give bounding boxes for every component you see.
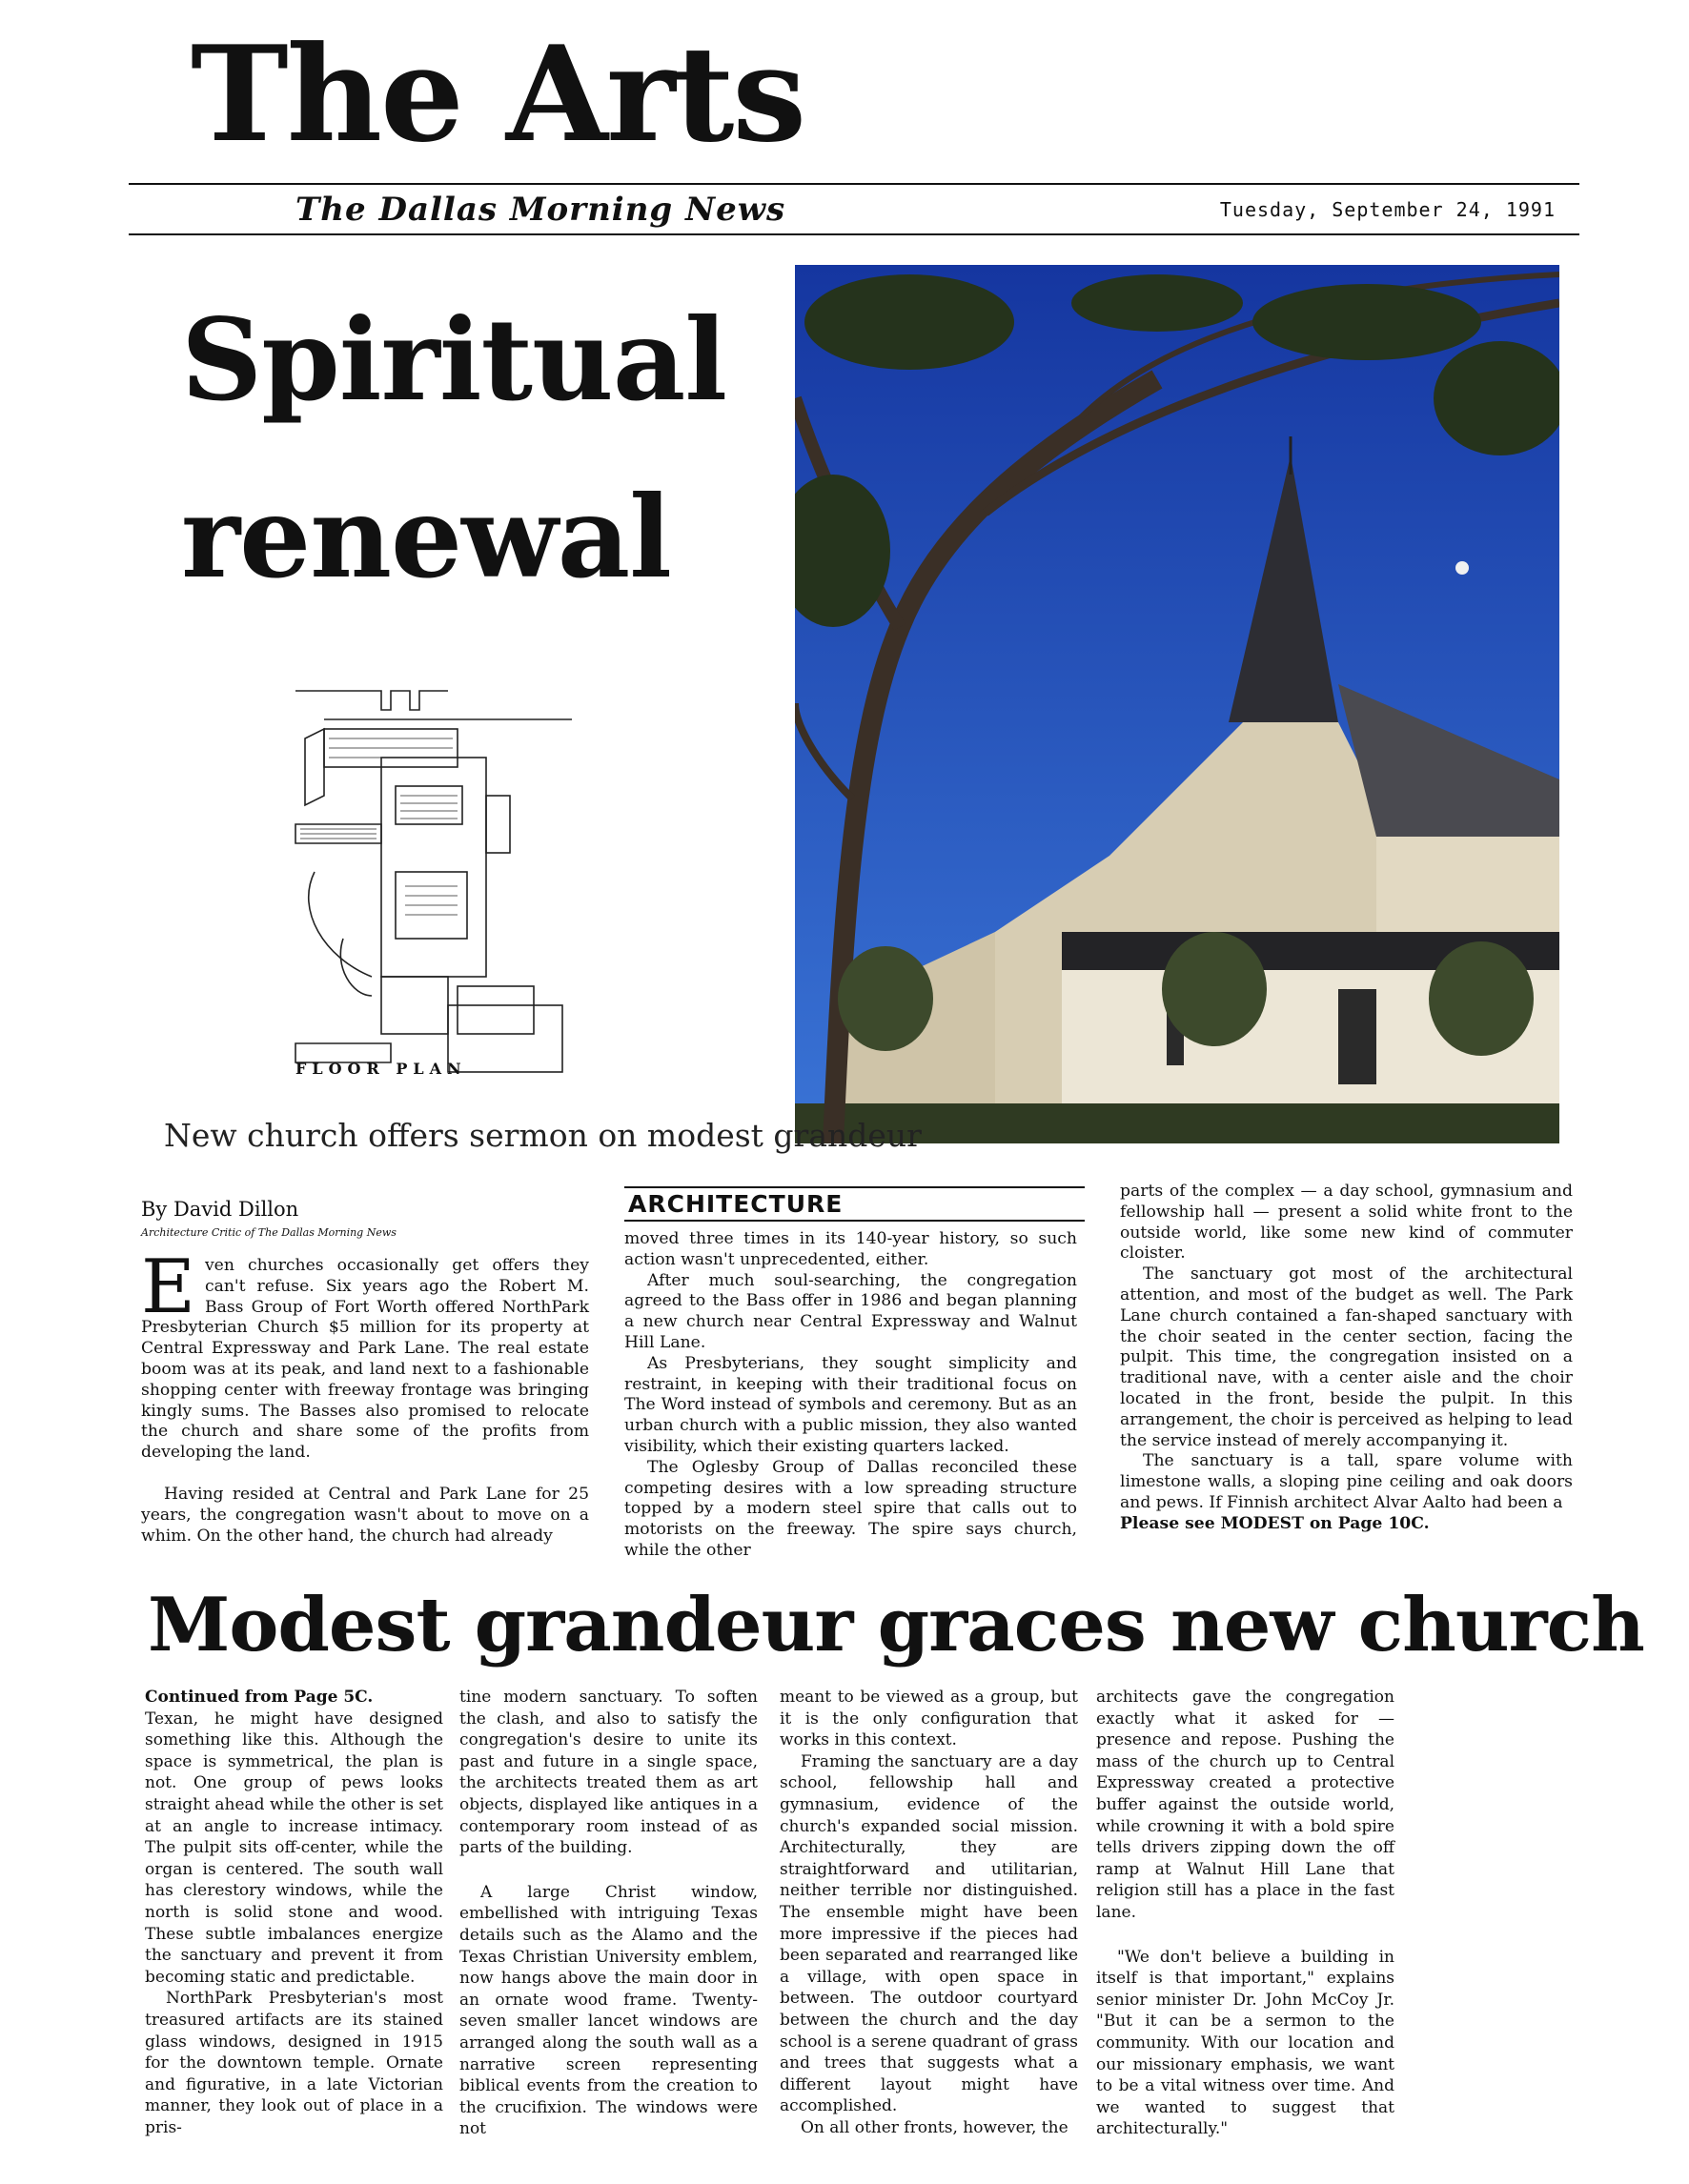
article-paragraph: The sanctuary got most of the architectural attention, and most of the budget as well. The Park Lane church contained a fan-shaped sanctuary with the choir seated in the center section, facing the pulpit. This time, the congregation insisted on a traditional nave, with a center aisle and the choir located in the front, beside the pulpit. In this arrangement, the choir is perceived as helping to lead the service instead of merely accompanying it. [1120,1264,1573,1450]
headline-line-2: renewal [181,471,671,603]
article-paragraph: Texan, he might have designed something like this. Although the space is symmetrical, the plan is not. One group of pews looks straight ahead while the other is set at an angle to increase intimacy. The pulpit sits off-center, while the organ is centered. The south wall has clerestory windows, while the north is solid stone and wood. These subtle imbalances energize the sanctuary and prevent it from becoming static and predictable. [145,1709,443,1987]
paragraph-text: ven churches occasionally get offers they can't refuse. Six years ago the Robert M. Bass Group of Fort Worth offered NorthPark Presbyterian Church $5 million for its property at Central Expressway and Park Lane. The real estate boom was at its peak, and land next to a fashionable shopping center with freeway frontage was bringing kingly sums. The Basses also promised to relocate the church and share some of the profits from developing the land. [141,1256,589,1463]
article-paragraph [141,1244,589,1464]
article-paragraph: The Oglesby Group of Dallas reconciled these competing desires with a low spreading structure topped by a modern steel spire that calls out to motorists on the freeway. The spire says church, while the other [624,1457,1077,1560]
article-paragraph: NorthPark Presbyterian's most treasured artifacts are its stained glass windows, designed in 1915 for the downtown temple. Ornate and figurative, in a late Victorian manner, they look out of place in a pris- [145,1989,443,2137]
headline-line-1: Spiritual [181,293,727,426]
masthead-bottom-rule [129,233,1579,235]
article-paragraph: meant to be viewed as a group, but it is the only configuration that works in this context. [780,1688,1078,1750]
byline-title: Architecture Critic of The Dallas Morning News [141,1226,397,1239]
newspaper-name: The Dallas Morning News [295,191,786,229]
drop-cap: E [141,1244,195,1330]
section-title: The Arts [191,16,805,172]
church-photo [795,265,1559,1143]
continuation-column-1 [145,1687,443,2138]
article-column-1 [141,1244,589,1547]
article-paragraph: The sanctuary is a tall, spare volume with limestone walls, a sloping pine ceiling and oak doors and pews. If Finnish architect Alvar Aalto had been a [1120,1451,1573,1512]
article-paragraph: tine modern sanctuary. To soften the clash, and also to satisfy the congregation's desire to unite its past and future in a single space, the architects treated them as art objects, displayed like antiques in a contemporary room instead of as parts of the building. [459,1688,758,1858]
byline: By David Dillon [141,1198,299,1221]
article-paragraph: parts of the complex — a day school, gymnasium and fellowship hall — present a solid white front to the outside world, like some new kind of commuter cloister. [1120,1182,1573,1264]
continuation-headline: Modest grandeur graces new church [148,1582,1644,1668]
publication-date: Tuesday, September 24, 1991 [1219,198,1556,221]
continuation-column-3 [780,1687,1078,2138]
jump-line: Please see MODEST on Page 10C. [1120,1513,1430,1533]
article-column-3 [1120,1182,1573,1535]
article-paragraph: As Presbyterians, they sought simplicity and restraint, in keeping with their traditional focus on The Word instead of symbols and ceremony. But as an urban church with a public mission, they also wanted visibility, which their existing quarters lacked. [624,1353,1077,1456]
article-paragraph: After much soul-searching, the congregation agreed to the Bass offer in 1986 and began planning a new church near Central Expressway and Walnut Hill Lane. [624,1270,1077,1352]
article-paragraph: Having resided at Central and Park Lane for 25 years, the congregation wasn't about to move on a whim. On the other hand, the church had already [141,1484,589,1546]
subheadline: New church offers sermon on modest grandeur [164,1117,922,1154]
article-paragraph: On all other fronts, however, the [801,2117,1068,2137]
floor-plan-drawing [286,681,610,1082]
feature-headline [181,272,726,626]
continuation-column-2 [459,1687,758,2140]
article-paragraph: moved three times in its 140-year history, so such action wasn't unprecedented, either. [624,1229,1077,1269]
article-paragraph: Framing the sanctuary are a day school, fellowship hall and gymnasium, evidence of the church's expanded social mission. Architecturally, they are straightforward and utilitarian, neither terrible nor distinguished. The ensemble might have been more impressive if the pieces had been separated and rearranged like a village, with open space in between. The outdoor courtyard between the church and the day school is a serene quadrant of grass and trees that suggests what a different layout might have accomplished. [780,1751,1078,2116]
article-paragraph: A large Christ window, embellished with intriguing Texas details such as the Alamo and the Texas Christian University emblem, now hangs above the main door in an ornate wood frame. Twenty-seven smaller lancet windows are arranged along the south wall as a narrative screen representing biblical events from the creation to the crucifixion. The windows were not [459,1882,758,2139]
jump-from-line: Continued from Page 5C. [145,1688,374,1707]
floor-plan-label: FLOOR PLAN [295,1060,467,1078]
article-column-2 [624,1229,1077,1562]
article-paragraph: "We don't believe a building in itself is that important," explains senior minister Dr. John McCoy Jr. "But it can be a sermon to the community. With our location and our missionary emphasis, we want to be a vital witness over time. And we wanted to suggest that architecturally." [1096,1947,1394,2139]
section-kicker: ARCHITECTURE [624,1186,1085,1222]
article-paragraph: architects gave the congregation exactly what it asked for — presence and repose. Pushing the mass of the church up to Central Expressway created a protective buffer against the outside world, while crowning it with a bold spire tells drivers zipping down the off ramp at Walnut Hill Lane that religion still has a place in the fast lane. [1096,1688,1394,1922]
masthead-top-rule [129,183,1579,185]
continuation-column-4 [1096,1687,1394,2140]
